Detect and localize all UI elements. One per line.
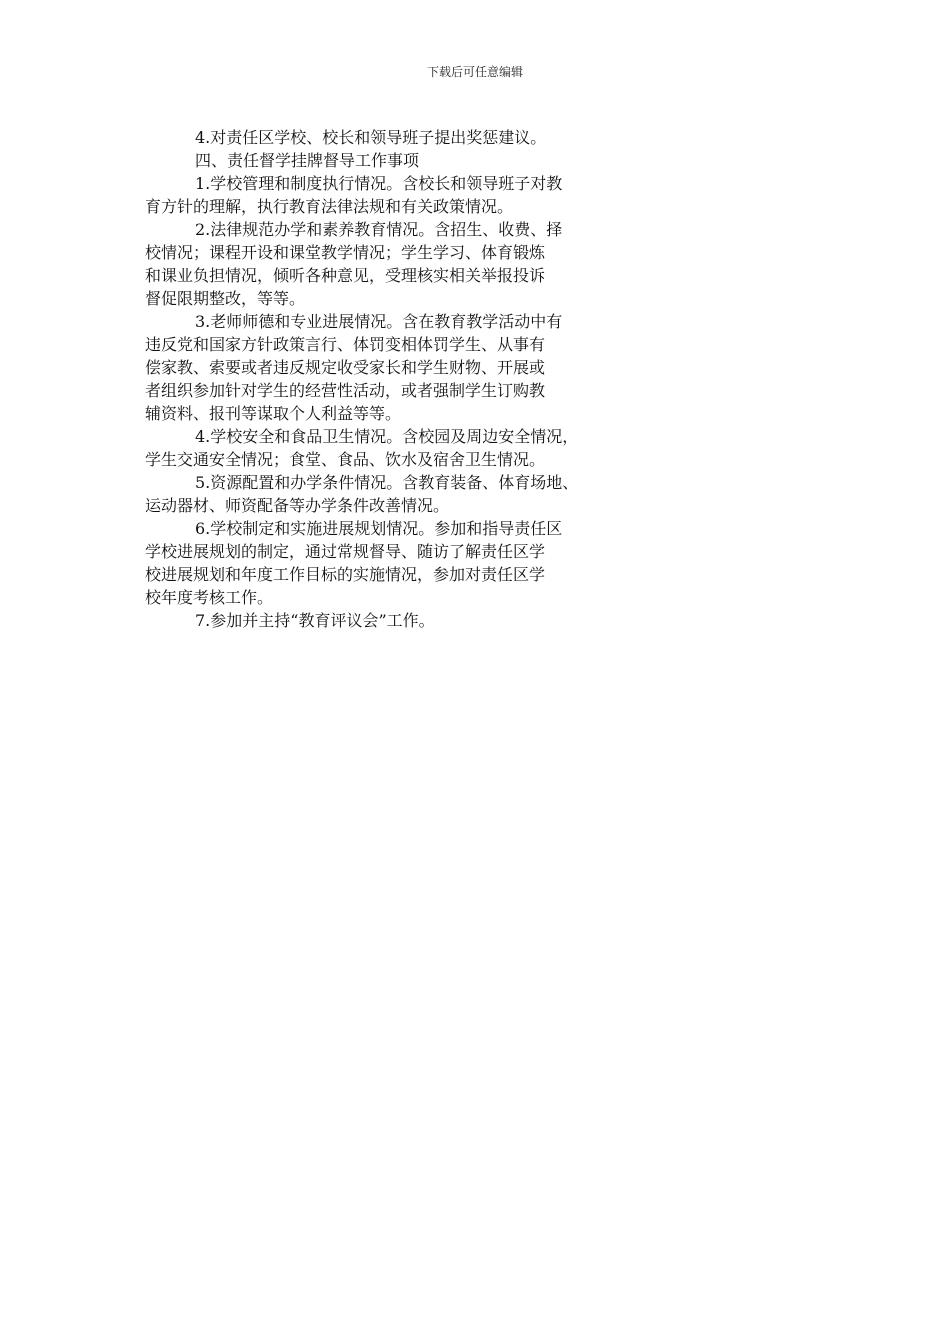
paragraph-6 [145,424,830,470]
text-line: 辅资料、报刊等谋取个人利益等等。 [145,404,402,423]
text-line: 偿家教、索要或者违反规定收受家长和学生财物、开展或 [145,358,546,377]
page-header: 下载后可任意编辑 [426,65,523,79]
paragraph-5 [145,309,830,424]
document-body [145,125,830,631]
text-line: 校情况；课程开设和课堂教学情况；学生学习、体育锻炼 [145,243,546,262]
text-line: 运动器材、师资配备等办学条件改善情况。 [145,496,450,515]
paragraph-3 [145,171,830,217]
text-line: 校进展规划和年度工作目标的实施情况，参加对责任区学 [145,565,546,584]
text-line: 违反党和国家方针政策言行、体罚变相体罚学生、从事有 [145,335,546,354]
text-line: 5.资源配置和办学条件情况。含教育装备、体育场地、 [195,473,579,492]
paragraph-9 [145,608,830,631]
paragraph-8 [145,516,830,608]
text-line: 学生交通安全情况；食堂、食品、饮水及宿舍卫生情况。 [145,450,546,469]
text-line: 督促限期整改，等等。 [145,289,306,308]
text-line: 4.对责任区学校、校长和领导班子提出奖惩建议。 [195,128,547,147]
text-line: 1.学校管理和制度执行情况。含校长和领导班子对教 [195,174,563,193]
text-line: 者组织参加针对学生的经营性活动，或者强制学生订购教 [145,381,546,400]
text-line: 和课业负担情况，倾听各种意见，受理核实相关举报投诉 [145,266,546,285]
paragraph-7 [145,470,830,516]
text-line: 7.参加并主持“教育评议会”工作。 [195,611,435,630]
text-line: 校年度考核工作。 [145,588,274,607]
text-line: 3.老师师德和专业进展情况。含在教育教学活动中有 [195,312,563,331]
paragraph-1 [145,125,830,148]
text-line: 学校进展规划的制定，通过常规督导、随访了解责任区学 [145,542,546,561]
paragraph-4 [145,217,830,309]
text-line: 育方针的理解，执行教育法律法规和有关政策情况。 [145,197,514,216]
paragraph-2-section-heading [145,148,830,171]
text-line: 6.学校制定和实施进展规划情况。参加和指导责任区 [195,519,563,538]
text-line: 2.法律规范办学和素养教育情况。含招生、收费、择 [195,220,563,239]
section-heading: 四、责任督学挂牌督导工作事项 [195,151,420,170]
text-line: 4.学校安全和食品卫生情况。含校园及周边安全情况， [195,427,579,446]
